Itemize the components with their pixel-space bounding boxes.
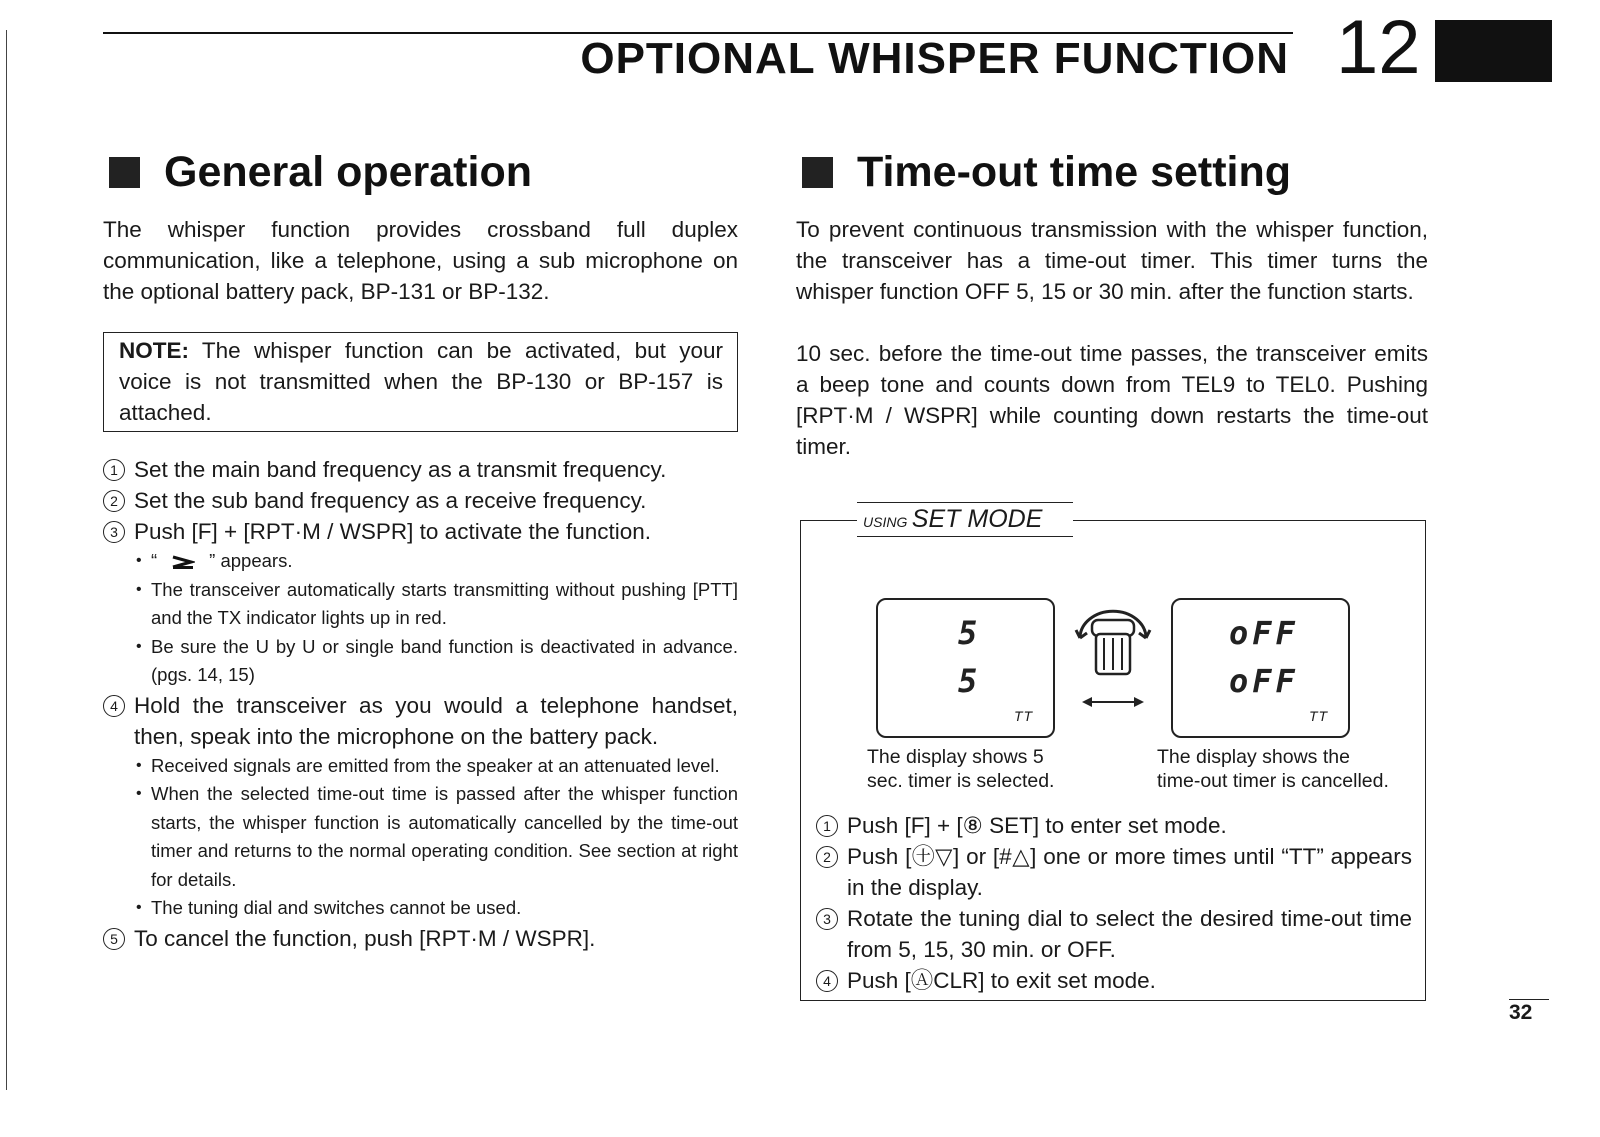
set-mode-title: SET MODE <box>911 505 1043 533</box>
step-number: 4 <box>103 695 125 717</box>
step-number: 4 <box>816 970 838 992</box>
set-mode-steps <box>816 810 1412 996</box>
step-3 <box>103 516 738 547</box>
bullet: • Received signals are emitted from the speaker at an attenuated level. <box>136 752 738 781</box>
step-number: 5 <box>103 928 125 950</box>
lcd-display-5sec <box>876 598 1055 738</box>
tuning-dial-icon <box>1074 604 1152 680</box>
caption-line: The display shows 5 <box>867 746 1044 768</box>
whisper-symbol-icon <box>171 554 195 570</box>
step-3-bullets <box>136 547 738 690</box>
bullet: • When the selected time-out time is passed after the whisper function starts, the whisper function is automatically cancelled by the time-out timer and returns to the normal operating condition. See section at right for details. <box>136 780 738 894</box>
set-step-3 <box>816 903 1412 965</box>
section-square-icon <box>802 157 833 188</box>
caption-line: sec. timer is selected. <box>867 770 1055 792</box>
general-operation-section <box>103 144 738 954</box>
quote-open: “ <box>151 550 158 571</box>
step-5 <box>103 923 738 954</box>
set-mode-label <box>857 502 1073 537</box>
note-text: The whisper function can be activated, but your voice is not transmitted when the BP-130 or BP-157 is attached. <box>119 338 723 425</box>
step-text: Push [F] + [⑧ SET] to enter set mode. <box>847 813 1227 838</box>
lcd-line-1: oFF <box>1229 614 1299 652</box>
chapter-tab-marker <box>1435 20 1552 82</box>
step-number: 3 <box>816 908 838 930</box>
page-edge-line <box>6 30 7 1090</box>
step-1 <box>103 454 738 485</box>
lcd-tt-indicator: TT <box>1014 708 1034 724</box>
bullet: • The transceiver automatically starts transmitting without pushing [PTT] and the TX indicator lights up in red. <box>136 576 738 633</box>
step-2 <box>103 485 738 516</box>
caption-off <box>1157 745 1389 793</box>
note-paragraph <box>119 335 723 428</box>
step-text: Rotate the tuning dial to select the desired time-out time from 5, 15, 30 min. or OFF. <box>847 906 1412 962</box>
step-text: Push [㊉▽] or [#△] one or more times until “TT” appears in the display. <box>847 844 1412 900</box>
lcd-display-off <box>1171 598 1350 738</box>
step-number: 3 <box>103 521 125 543</box>
set-step-1 <box>816 810 1412 841</box>
step-text: To cancel the function, push [RPT·M / WSPR]. <box>134 925 596 951</box>
timeout-heading <box>796 144 1428 200</box>
timeout-heading-text: Time-out time setting <box>857 147 1292 196</box>
step-number: 2 <box>816 846 838 868</box>
bullet-whisper-symbol <box>136 547 738 576</box>
step-text: Set the sub band frequency as a receive frequency. <box>134 488 647 513</box>
lcd-line-2: 5 <box>958 662 982 700</box>
general-operation-heading <box>103 144 738 200</box>
chapter-number: 12 <box>1336 5 1421 90</box>
timeout-paragraph-1: To prevent continuous transmission with the whisper function, the transceiver has a time-out timer. This timer turns the whisper function OFF 5, 15 or 30 min. after the function starts. <box>796 217 1428 304</box>
bullet: • The tuning dial and switches cannot be used. <box>136 894 738 923</box>
bullet: • Be sure the U by U or single band function is deactivated in advance. (pgs. 14, 15) <box>136 633 738 690</box>
set-step-4 <box>816 965 1412 996</box>
step-text: Push [ⒶCLR] to exit set mode. <box>847 968 1156 993</box>
using-label: USING <box>863 514 908 530</box>
step-text: Set the main band frequency as a transmit frequency. <box>134 457 667 482</box>
step-number: 2 <box>103 490 125 512</box>
caption-5sec <box>867 745 1054 793</box>
lcd-line-2: oFF <box>1229 662 1299 700</box>
note-label: NOTE: <box>119 338 189 363</box>
quote-close: ” appears. <box>209 550 293 571</box>
timeout-paragraph-2: 10 sec. before the time-out time passes, the transceiver emits a beep tone and counts down from TEL9 to TEL0. Pushing [RPT·M / WSPR] while counting down restarts the time-out timer. <box>796 341 1428 459</box>
double-arrow-icon <box>1080 694 1146 710</box>
step-text: Hold the transceiver as you would a telephone handset, then, speak into the microphone on the battery pack. <box>134 692 738 749</box>
caption-line: time-out timer is cancelled. <box>1157 770 1389 792</box>
step-number: 1 <box>103 459 125 481</box>
caption-line: The display shows the <box>1157 746 1350 768</box>
step-text: Push [F] + [RPT·M / WSPR] to activate the function. <box>134 519 652 544</box>
step-4-bullets <box>136 752 738 923</box>
page-number: 32 <box>1509 999 1549 1025</box>
general-steps <box>103 454 738 954</box>
set-step-2 <box>816 841 1412 903</box>
general-heading-text: General operation <box>164 147 532 196</box>
section-square-icon <box>109 157 140 188</box>
lcd-line-1: 5 <box>958 614 982 652</box>
step-number: 1 <box>816 815 838 837</box>
chapter-title: OPTIONAL WHISPER FUNCTION <box>580 34 1289 83</box>
note-box <box>103 332 738 432</box>
step-4 <box>103 690 738 752</box>
timeout-section <box>796 144 1428 462</box>
general-intro: The whisper function provides crossband full duplex communication, like a telephone, using a sub microphone on the optional battery pack, BP-131 or BP-132. <box>103 217 738 304</box>
lcd-tt-indicator: TT <box>1309 708 1329 724</box>
